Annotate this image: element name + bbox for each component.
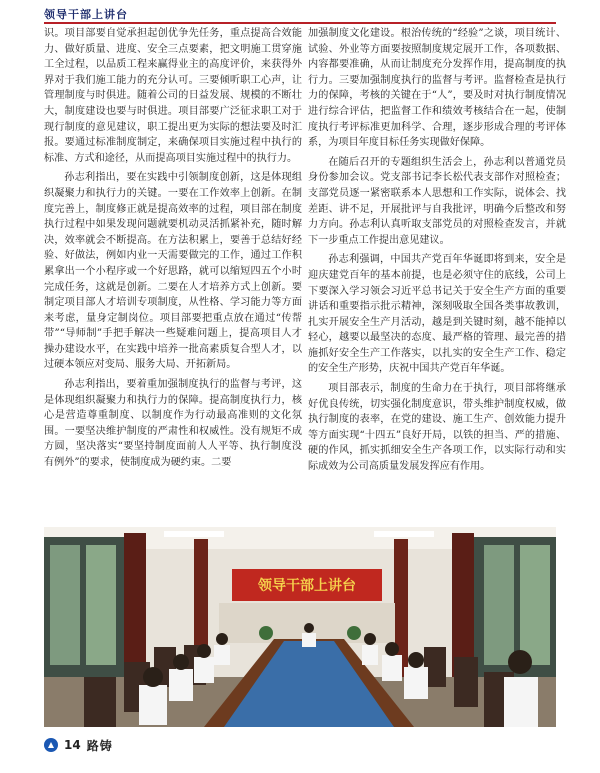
paragraph: 项目部表示，制度的生命力在于执行，项目部将继承好优良传统，切实强化制度意识，带头维护制度权威，做执行制度的表率，在党的建设、施工生产、创效能力提升等方面实现“十四五”良好开局，以铁的担当、严的措施、硬的作风，抓实抓细安全生产各项工作，以实际行动和实际成效为公司高质量发展发挥应有作用。 (308, 383, 566, 473)
article-column-right (308, 26, 566, 479)
paragraph: 加强制度文化建设。根治传统的“经验”之谈，项目统计、试验、外业等方面要按照制度规定展开工作，各项数据、内容都要准确，从而让制度充分发挥作用，提高制度的执行力。三要加强制度执行的监督与考评。监督检查是执行力的保障，考核的关键在于“人”，要及时对执行制度情况进行综合评估，把监督工作和绩效考核结合在一起，使制度执行考评标准更加科学、合理，逐步形成合理的考评体系，为项目年度目标任务实现做好保障。 (308, 28, 566, 149)
page-footer (44, 734, 113, 756)
article-column-left (44, 26, 302, 475)
magazine-logo-icon (44, 738, 58, 752)
banner-text: 领导干部上讲台 (258, 578, 356, 594)
header-divider (44, 22, 556, 24)
meeting-photo (44, 527, 556, 727)
paragraph: 在随后召开的专题组织生活会上，孙志利以普通党员身份参加会议。党支部书记李长松代表支部作对照检查；支部党员逐一紧密联系本人思想和工作实际，说体会、找差距、讲不足，开展批评与自我批评，明确今后整改和努力方向。孙志利认真听取支部党员的对照检查发言，并就下一步重点工作提出意见建议。 (308, 156, 566, 246)
magazine-name: 路铸 (86, 738, 113, 753)
paragraph: 识。项目部要自觉承担起创优争先任务，重点提高合效能力、做好质量、进度、安全三点要素，把文明施工贯穿施工全过程，以品质工程来赢得业主的高度评价，来获得外界对于我们施工能力的充分认可。三要倾听职工心声，让管理制度与时俱进。随着公司的日益发展、规模的不断壮大，制度建设也要与时俱进。项目部要广泛征求职工对于现行制度的意见建议，职工提出更为实际的想法要及时汇报。要通过标准制度制定，来确保项目实施过程中执行的标准、方式和途径，从而提高项目实施过程中的执行力。 (44, 28, 302, 164)
page-number: 14 (64, 738, 81, 752)
paragraph: 孙志利指出，要在实践中引领制度创新，这是体现组织凝聚力和执行力的关键。一要在工作效率上创新。在制度完善上，制度修正就是提高效率的过程，项目部在制度执行过程中如果发现问题就要机动灵活抓紧补充，随时解决，效率就会不断提高。在方法积累上，要善于总结好经验、好做法，例如内业一天需要做完的工作，通过工作积累拿出一个小程序或一个好思路，就可以缩短四五个小时完成任务，这就是创新。二要在人才培养方式上创新。要制定项目部人才培训专项制度，从性格、学习能力等方面来考虑，量身定制岗位。项目部要把重点放在通过“传帮带”“导师制”手把手解决一些疑难问题上，提高项目人才操办建设水平，在实践中培养一批高素质复合型人才，以过硬本领应对变局、服务大局、开拓新局。 (44, 172, 302, 371)
paragraph: 孙志利指出，要着重加强制度执行的监督与考评，这是体现组织凝聚力和执行力的保障。提高制度执行力，核心是营造尊重制度、以制度作为行动最高准则的文化氛围。一要坚决维护制度的严肃性和权威性。没有规矩不成方圆，坚决落实“要坚持制度面前人人平等、执行制度没有例外”的要求，使制度成为硬约束。二要 (44, 379, 302, 469)
paragraph: 孙志利强调，中国共产党百年华诞即将到来，安全是迎庆建党百年的基本前提，也是必须守住的底线，公司上下要深入学习领会习近平总书记关于安全生产方面的重要讲话和重要指示批示精神，深刻吸取全国各类事故教训，扎实开展安全生产月活动，越是到关键时刻，越不能掉以轻心，越要以最坚决的态度、最严格的管理、最完善的措施抓好安全生产工作落实，以扎实的安全生产工作、稳定的安全生产形势，庆祝中国共产党百年华诞。 (308, 254, 566, 375)
section-header-label: 领导干部上讲台 (44, 8, 128, 21)
